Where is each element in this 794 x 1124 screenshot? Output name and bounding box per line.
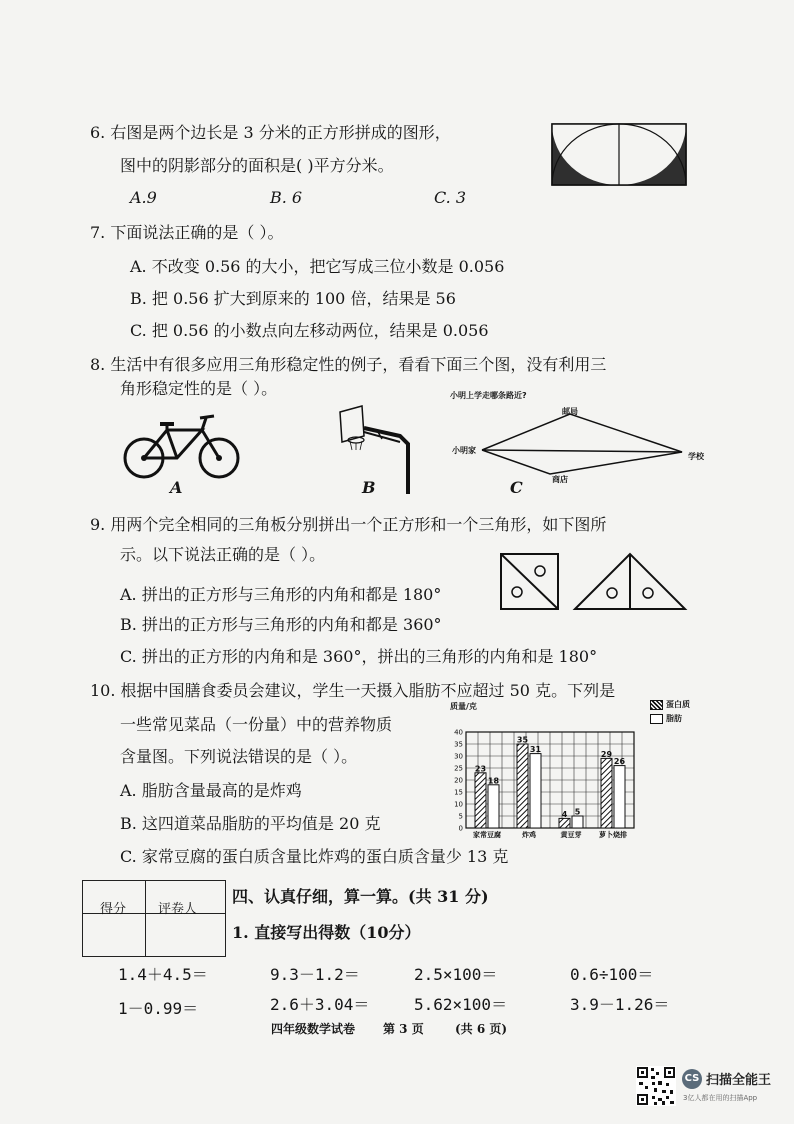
fat-bar xyxy=(614,766,625,828)
map-title: 小明上学走哪条路近? xyxy=(450,391,527,400)
q6-line2: 图中的阴影部分的面积是( )平方分米。 xyxy=(120,156,394,175)
q10-line1: 10. 根据中国膳食委员会建议，学生一天摄入脂肪不应超过 50 克。下列是 xyxy=(90,681,616,700)
bar-value-label: 29 xyxy=(600,749,613,759)
basketball-hoop-figure xyxy=(338,406,418,496)
q10-option-a: A. 脂肪含量最高的是炸鸡 xyxy=(120,781,302,800)
legend-protein-swatch xyxy=(650,700,663,710)
map-shop-label: 商店 xyxy=(552,475,568,484)
bar-value-label: 18 xyxy=(487,776,500,786)
footer-subject: 四年级数学试卷 xyxy=(271,1022,356,1036)
calc-2: 9.3－1.2＝ xyxy=(270,965,360,984)
legend-fat-swatch xyxy=(650,714,663,724)
chart-ytick-label: 35 xyxy=(454,740,463,749)
q10-option-c: C. 家常豆腐的蛋白质含量比炸鸡的蛋白质含量少 13 克 xyxy=(120,847,509,866)
protein-bar xyxy=(559,818,570,828)
footer-total: (共 6 页) xyxy=(455,1022,508,1036)
bar-value-label: 23 xyxy=(474,764,487,774)
protein-bar xyxy=(601,758,612,828)
section4-heading: 四、认真仔细，算一算。(共 31 分) xyxy=(232,887,489,906)
bar-value-label: 31 xyxy=(529,745,542,755)
calc-5: 1－0.99＝ xyxy=(118,999,199,1018)
calc-1: 1.4＋4.5＝ xyxy=(118,965,208,984)
protein-bar xyxy=(475,773,486,828)
q9-option-b: B. 拼出的正方形与三角形的内角和都是 360° xyxy=(120,615,442,634)
q9-line2: 示。以下说法正确的是（ ）。 xyxy=(120,545,326,564)
chart-category-label: 炸鸡 xyxy=(522,831,536,839)
map-school-label: 学校 xyxy=(688,452,704,461)
q6-option-b: B. 6 xyxy=(270,188,303,207)
chart-ytick-label: 30 xyxy=(454,752,463,761)
q9-option-c: C. 拼出的正方形的内角和是 360°，拼出的三角形的内角和是 180° xyxy=(120,647,598,666)
q7-option-a: A. 不改变 0.56 的大小，把它写成三位小数是 0.056 xyxy=(130,257,505,276)
chart-ytick-label: 0 xyxy=(458,824,463,833)
map-post-label: 邮局 xyxy=(562,407,578,416)
fat-bar xyxy=(572,816,583,828)
route-map-figure xyxy=(478,400,688,482)
bicycle-figure xyxy=(122,410,242,480)
chart-ytick-label: 20 xyxy=(454,776,463,785)
q10-option-b: B. 这四道菜品脂肪的平均值是 20 克 xyxy=(120,814,381,833)
figure-label-b: B xyxy=(362,478,376,497)
bar-value-label: 35 xyxy=(516,735,529,745)
calc-3: 2.5×100＝ xyxy=(414,965,498,984)
chart-category-label: 萝卜烧排 xyxy=(599,831,627,839)
qr-code-icon xyxy=(636,1066,676,1106)
protein-bar xyxy=(517,744,528,828)
q8-line1: 8. 生活中有很多应用三角形稳定性的例子，看看下面三个图，没有利用三 xyxy=(90,355,607,374)
calc-8: 3.9－1.26＝ xyxy=(570,995,670,1014)
chart-ytick-label: 5 xyxy=(458,812,463,821)
figure-label-c: C xyxy=(510,478,523,497)
q6-option-a: A.9 xyxy=(130,188,157,207)
chart-category-label: 家常豆腐 xyxy=(473,831,501,839)
legend-fat-label: 脂肪 xyxy=(666,714,682,723)
bar-value-label: 4 xyxy=(561,809,568,819)
scanner-slogan: 3亿人都在用的扫描App xyxy=(683,1094,758,1102)
figure-label-a: A xyxy=(170,478,183,497)
q6-line1: 6. 右图是两个边长是 3 分米的正方形拼成的图形， xyxy=(90,123,451,142)
q6-option-c: C. 3 xyxy=(434,188,467,207)
calc-4: 0.6÷100＝ xyxy=(570,965,654,984)
chart-ytick-label: 10 xyxy=(454,800,463,809)
q7-option-c: C. 把 0.56 的小数点向左移动两位，结果是 0.056 xyxy=(130,321,489,340)
scanner-app-name: 扫描全能王 xyxy=(706,1073,772,1088)
section4-sub: 1. 直接写出得数（10分） xyxy=(232,923,421,942)
score-box xyxy=(82,880,226,957)
square-triangles-figure xyxy=(500,553,560,611)
camscanner-logo-icon: CS xyxy=(682,1069,702,1089)
q10-line2: 一些常见菜品（一份量）中的营养物质 xyxy=(120,715,393,734)
chart-category-label: 黄豆芽 xyxy=(560,831,582,839)
big-triangle-figure xyxy=(574,553,686,611)
fat-bar xyxy=(530,754,541,828)
chart-ylabel: 质量/克 xyxy=(450,702,477,711)
q9-option-a: A. 拼出的正方形与三角形的内角和都是 180° xyxy=(120,585,442,604)
q7-stem: 7. 下面说法正确的是（ ）。 xyxy=(90,223,284,242)
map-home-label: 小明家 xyxy=(452,446,476,455)
chart-ytick-label: 15 xyxy=(454,788,463,797)
bar-value-label: 26 xyxy=(613,757,626,767)
bar-value-label: 5 xyxy=(574,807,581,817)
q9-line1: 9. 用两个完全相同的三角板分别拼出一个正方形和一个三角形，如下图所 xyxy=(90,515,607,534)
calc-6: 2.6＋3.04＝ xyxy=(270,995,370,1014)
q6-figure xyxy=(552,124,687,186)
chart-ytick-label: 25 xyxy=(454,764,463,773)
q8-line2: 角形稳定性的是（ ）。 xyxy=(120,379,278,398)
calc-7: 5.62×100＝ xyxy=(414,995,508,1014)
fat-bar xyxy=(488,785,499,828)
chart-ytick-label: 40 xyxy=(454,728,463,737)
legend-protein-label: 蛋白质 xyxy=(666,700,690,709)
score-label: 得分 xyxy=(100,902,127,917)
footer-page: 第 3 页 xyxy=(383,1022,424,1036)
q7-option-b: B. 把 0.56 扩大到原来的 100 倍，结果是 56 xyxy=(130,289,456,308)
grader-label: 评卷人 xyxy=(158,902,198,917)
q10-line3: 含量图。下列说法错误的是（ ）。 xyxy=(120,747,358,766)
